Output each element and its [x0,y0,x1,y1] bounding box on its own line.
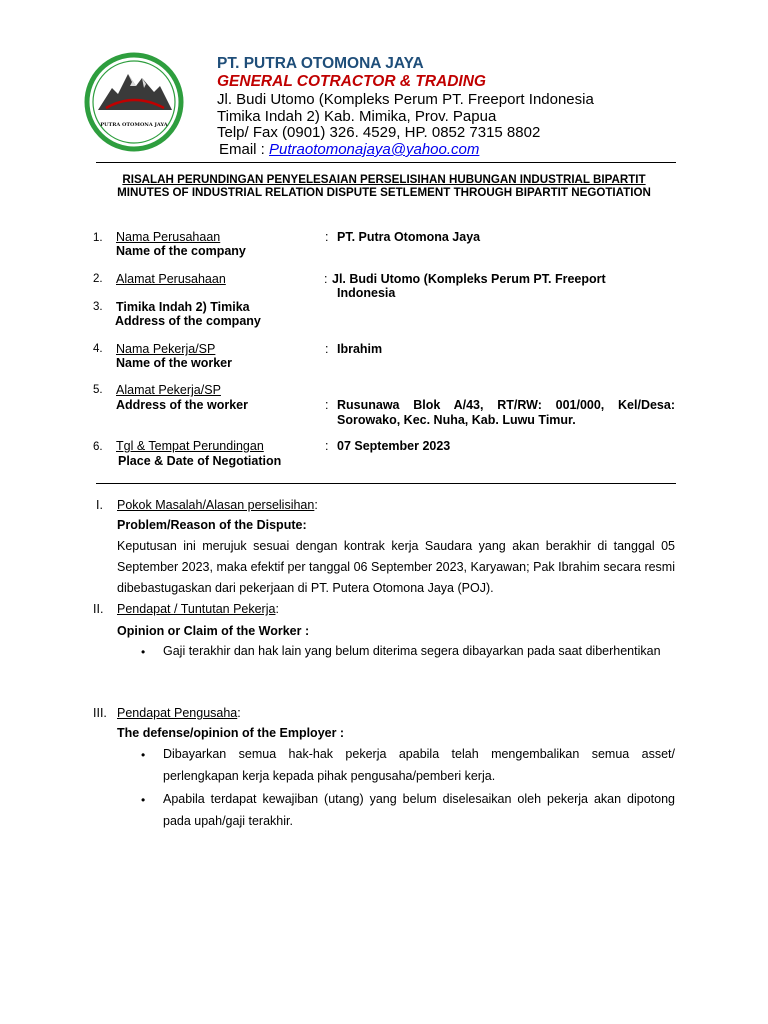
field-sublabel-company-name: Name of the company [116,244,246,258]
field-sublabel-worker-address: Address of the worker [116,398,248,412]
document-title: RISALAH PERUNDINGAN PENYELESAIAN PERSELISIHAN HUBUNGAN INDUSTRIAL BIPARTIT [122,173,646,186]
field-value-worker-address-line2: Sorowako, Kec. Nuha, Kab. Luwu Timur. [337,413,576,427]
fields-divider [96,483,676,484]
field-number: 5. [93,384,103,396]
field-colon: : [325,439,329,453]
section-label-text: Pendapat Pengusaha [117,706,238,720]
field-colon: : [325,230,329,244]
field-label-worker-name: Nama Pekerja/SP [116,342,216,356]
section-label-problem: Pokok Masalah/Alasan perselisihan: [117,498,318,512]
section-label-text: Pendapat / Tuntutan Pekerja [117,602,276,616]
section-subheading-employer-opinion: The defense/opinion of the Employer : [117,726,345,740]
employer-opinion-item: Dibayarkan semua hak-hak pekerja apabila telah mengembalikan semua asset/ perlengkapan kerja kepada pihak pengusaha/pemberi kerja. [163,747,675,783]
section-body-problem: Keputusan ini merujuk sesuai dengan kontrak kerja Saudara yang akan berakhir di tanggal 05 September 2023, maka efektif per tanggal 06 September 2023, Karyawan; Pak Ibrahim secara resmi dibebastugaskan dari pekerjaan di PT. Putera Otomona Jaya (POJ). [117,539,675,596]
bullet-icon: • [141,748,146,762]
field-label-negotiation: Tgl & Tempat Perundingan [116,439,264,453]
field-value-worker-name: Ibrahim [337,342,383,356]
address-line-1: Jl. Budi Utomo (Kompleks Perum PT. Freeport Indonesia [217,91,594,108]
section-numeral: I. [96,498,103,512]
field-colon: : [324,272,328,286]
bullet-icon: • [141,645,146,659]
field-number: 6. [93,441,103,453]
email-line [219,141,479,158]
field-colon: : [325,398,329,412]
section-subheading-problem: Problem/Reason of the Dispute: [117,518,307,532]
field-sublabel-negotiation: Place & Date of Negotiation [118,454,282,468]
section-label-worker-claim: Pendapat / Tuntutan Pekerja: [117,602,279,616]
letterhead-divider [96,162,676,163]
field-value-company-address-line1: Jl. Budi Utomo (Kompleks Perum PT. Freeport [332,272,606,286]
email-link[interactable]: Putraotomonajaya@yahoo.com [269,141,480,158]
address-line-2: Timika Indah 2) Kab. Mimika, Prov. Papua [217,108,497,125]
section-label-text: Pokok Masalah/Alasan perselisihan [117,498,315,512]
section-label-employer-opinion: Pendapat Pengusaha: [117,706,241,720]
bullet-icon: • [141,793,146,807]
section-subheading-worker-claim: Opinion or Claim of the Worker : [117,624,310,638]
field-number: 2. [93,273,103,285]
company-logo [84,52,184,152]
phone-line: Telp/ Fax (0901) 326. 4529, HP. 0852 7315 8802 [217,124,541,141]
employer-opinion-item: Apabila terdapat kewajiban (utang) yang belum diselesaikan oleh pekerja akan dipotong pada upah/gaji terakhir. [163,792,675,828]
worker-claim-item: Gaji terakhir dan hak lain yang belum diterima segera dibayarkan pada saat diberhentikan [163,644,661,658]
field-label-company-name: Nama Perusahaan [116,230,221,244]
field-number: 3. [93,301,103,313]
field-sublabel-worker-name: Name of the worker [116,356,233,370]
company-tagline: GENERAL COTRACTOR & TRADING [217,73,486,90]
email-label: Email : [219,141,265,158]
section-numeral: II. [93,602,104,616]
field-value-negotiation-date: 07 September 2023 [337,439,451,453]
field-value-company-address-line2: Indonesia [337,286,396,300]
logo-text: PUTRA OTOMONA JAYA [100,122,168,128]
field-value-worker-address-line1: Rusunawa Blok A/43, RT/RW: 001/000, Kel/Desa: [337,398,675,412]
field-number: 4. [93,343,103,355]
company-name: PT. PUTRA OTOMONA JAYA [217,55,424,72]
document-subtitle: MINUTES OF INDUSTRIAL RELATION DISPUTE SETLEMENT THROUGH BIPARTIT NEGOTIATION [117,186,651,199]
field-colon: : [325,342,329,356]
field-sublabel-company-address: Address of the company [115,314,261,328]
section-numeral: III. [93,706,107,720]
field-label-worker-address: Alamat Pekerja/SP [116,383,221,397]
field-value-company-name: PT. Putra Otomona Jaya [337,230,481,244]
field-number: 1. [93,232,103,244]
field-label-company-address: Alamat Perusahaan [116,272,226,286]
field-label-address-continued: Timika Indah 2) Timika [116,300,250,314]
